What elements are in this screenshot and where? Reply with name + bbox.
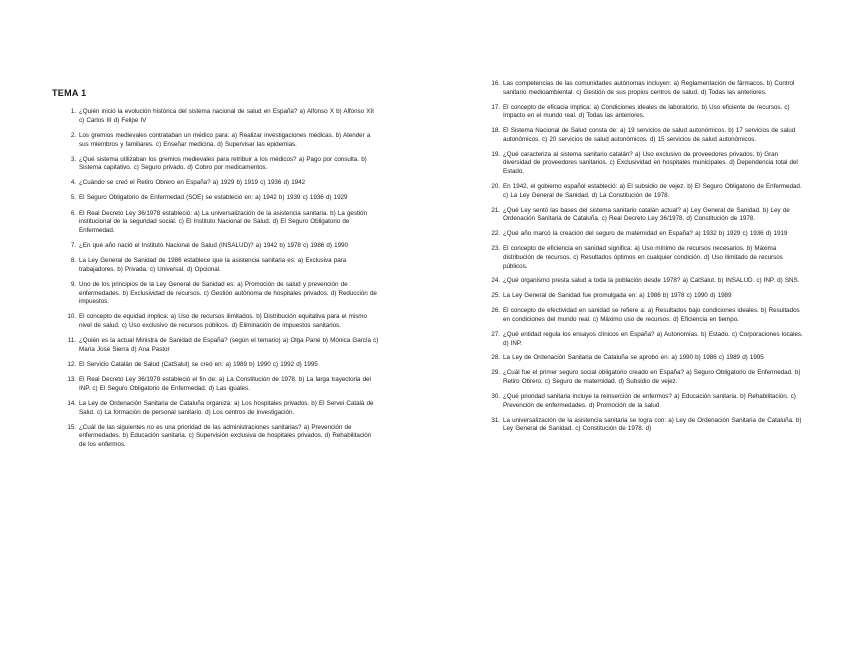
question-list-left [64,108,380,450]
question-item [488,277,804,286]
question-number: 14. [67,399,76,407]
question-number: 30. [491,392,500,400]
question-number: 13. [67,376,76,384]
question-text: La universalización de la asistencia sanitaria se logra con: a) Ley de Ordenación Sanitaria de Cataluña. b) Ley General de Sanidad. c) Constitución de 1978. d) [503,416,802,433]
question-item [64,400,380,417]
question-text: Los gremios medievales contrataban un médico para: a) Realizar investigaciones médicas. b) Atender a sus miembros y familiares. c) Enseñar medicina. d) Supervisar las epidemias. [79,131,371,148]
question-text: ¿Cuál de las siguientes no es una prioridad de las administraciones sanitarias? a) Prevención de enfermedades. b) Educación sanitaria. c) Supervisión exclusiva de hospitales privados. d) Rehabilitación de los enfermos. [79,423,372,449]
question-text: El Sistema Nacional de Salud consta de: a) 19 servicios de salud autonómicos. b) 17 servicios de salud autonómicos. c) 20 servicios de salud autonómicos. d) 15 servicios de salud autonómicos. [503,127,796,143]
question-item [488,292,804,301]
question-text: En 1942, el gobierno español estableció: a) El subsidio de vejez. b) El Seguro Obligatorio de Enfermedad. c) La Ley General de Sanidad. d) La Constitución de 1978. [503,183,802,199]
question-text: ¿Cuándo se creó el Retiro Obrero en España? a) 1929 b) 1919 c) 1936 d) 1942 [79,179,306,187]
question-number: 26. [491,307,500,315]
question-text: ¿Qué sistema utilizaban los gremios medievales para retribuir a los médicos? a) Pago por consulta. b) Sistema capitativo. c) Seguro privado. d) Cobro por medicamentos. [79,155,367,172]
question-item [64,424,380,450]
question-item [64,281,380,307]
question-item [488,127,804,144]
right-column [488,80,804,440]
question-number: 21. [491,206,500,214]
question-item [64,313,380,330]
question-text: El concepto de eficiencia en sanidad significa: a) Uso mínimo de recursos necesarios. b) Máxima distribución de recursos. c) Resultados óptimos en cualquier condición. d) Uso ilimitado de recursos públicos. [503,245,783,270]
question-item [488,104,804,121]
question-text: Las competencias de las comunidades autónomas incluyen: a) Reglamentación de fármacos. b) Control sanitario medioambiental. c) Gestión de sus propios centros de salud. d) Todas las anteriores. [503,80,795,96]
question-number: 9. [70,280,76,288]
question-text: El concepto de equidad implica: a) Uso de recursos ilimitados. b) Distribución equitativa para el mismo nivel de salud. c) Uso exclusivo de recursos públicos. d) Eliminación de impuestos sanitarios. [79,313,367,330]
question-number: 27. [491,330,500,338]
question-number: 3. [70,155,76,163]
question-text: La Ley de Ordenación Sanitaria de Cataluña se aprobó en: a) 1990 b) 1986 c) 1989 d) 1995 [503,354,764,362]
question-number: 7. [70,242,76,250]
question-item [488,369,804,386]
question-text: ¿Qué prioridad sanitaria incluye la reinserción de enfermos? a) Educación sanitaria. b) Rehabilitación. c) Prevención de enfermedades. d) Promoción de la salud. [503,392,796,409]
question-text: La Ley General de Sanidad fue promulgada en: a) 1986 b) 1978 c) 1990 d) 1989 [503,292,732,300]
left-column [64,108,380,456]
question-text: ¿Qué año marcó la creación del seguro de maternidad en España? a) 1932 b) 1929 c) 1936 d) 1919 [503,230,788,238]
question-list-right [488,80,804,434]
page-title: TEMA 1 [52,88,87,98]
question-text: ¿Qué entidad regula los ensayos clínicos en España? a) Autonomías. b) Estado. c) Corporaciones locales. d) INP. [503,330,803,347]
question-text: La Ley de Ordenación Sanitaria de Cataluña organiza: a) Los hospitales privados. b) El Servei Català de Salut. c) La formación de personal sanitario. d) Los centros de investigación. [79,399,374,416]
question-number: 15. [67,423,76,431]
question-text: El Real Decreto Ley 36/1978 estableció el fin de: a) La Constitución de 1978. b) La larga trayectoria del INP. c) El Seguro Obligatorio de Enfermedad. d) Las iguales. [79,376,371,392]
question-number: 17. [491,103,500,111]
question-item [64,108,380,125]
question-number: 2. [70,131,76,139]
question-number: 11. [67,337,76,345]
question-item [64,156,380,173]
question-text: El Seguro Obligatorio de Enfermedad (SOE) se estableció en: a) 1942 b) 1939 c) 1936 d) 1929 [79,194,348,202]
question-item [488,183,804,200]
question-number: 29. [491,369,500,377]
question-item [64,132,380,149]
question-number: 1. [70,108,76,115]
question-text: ¿Qué organismo presta salud a toda la población desde 1978? a) CatSalut. b) INSALUD. c) INP. d) SNS. [503,277,800,285]
question-text: El Servicio Catalán de Salud (CatSalut) se creó en: a) 1989 b) 1990 c) 1992 d) 1995 [79,361,318,369]
question-item [64,337,380,354]
question-text: ¿Cuál fue el primer seguro social obligatorio creado en España? a) Seguro Obligatorio de Enfermedad. b) Retiro Obrero. c) Seguro de maternidad. d) Subsidio de vejez. [503,369,801,386]
question-item [488,307,804,324]
question-number: 8. [70,257,76,265]
question-text: La Ley General de Sanidad de 1986 establece que la asistencia sanitaria es: a) Exclusiva para trabajadores. b) Privada. c) Universal. d) Opcional. [79,257,347,273]
question-number: 10. [67,313,76,321]
question-item [488,417,804,434]
question-number: 24. [491,277,500,285]
question-item [488,230,804,239]
question-item [64,257,380,274]
question-text: El Real Decreto Ley 36/1978 estableció: a) La universalización de la asistencia sanitaria. b) La gestión institucional de la seguridad social. c) El Instituto Nacional de Salud. d) El Seguro Obligatorio de Enfermedad. [79,209,367,234]
question-number: 4. [70,179,76,187]
question-text: ¿En qué año nació el Instituto Nacional de Salud (INSALUD)? a) 1942 b) 1978 c) 1986 d) 1990 [79,242,348,250]
question-number: 25. [491,292,500,300]
question-number: 12. [67,361,76,369]
question-item [64,210,380,236]
question-number: 6. [70,209,76,217]
question-number: 16. [491,80,500,87]
question-number: 18. [491,127,500,135]
question-item [488,393,804,410]
question-number: 20. [491,183,500,191]
question-text: ¿Quién inició la evolución histórica del sistema nacional de salud en España? a) Alfonso X b) Alfonso XII c) Carlos III d) Felipe IV [79,108,374,124]
question-item [64,179,380,188]
question-item [64,361,380,370]
question-number: 22. [491,230,500,238]
question-item [488,80,804,97]
question-number: 5. [70,194,76,202]
question-number: 23. [491,245,500,253]
question-number: 28. [491,354,500,362]
question-number: 31. [491,416,500,424]
question-item [64,242,380,251]
question-text: El concepto de efectividad en sanidad se refiere a: a) Resultados bajo condiciones ideales. b) Resultados en condiciones del mundo real. c) Máximo uso de recursos. d) Eficiencia en tiempo. [503,307,800,323]
question-text: Uno de los principios de la Ley General de Sanidad es: a) Promoción de salud y prevención de enfermedades. b) Exclusividad de recursos. c) Gestión autónoma de hospitales privados. d) Reducción de impuestos. [79,280,377,306]
question-item [64,194,380,203]
question-text: ¿Qué caracteriza al sistema sanitario catalán? a) Uso exclusivo de proveedores privados. b) Gran diversidad de proveedores sanitarios. c) Exclusividad en hospitales municipales. d) Dependencia total del Estado. [503,150,798,176]
question-item [64,376,380,393]
question-item [488,354,804,363]
question-text: El concepto de eficacia implica: a) Condiciones ideales de laboratorio. b) Uso eficiente de recursos. c) Impacto en el mundo real. d) Todas las anteriores. [503,103,790,120]
question-number: 19. [491,150,500,158]
question-item [488,331,804,348]
question-item [488,207,804,224]
question-text: ¿Quién es la actual Ministra de Sanidad de España? (según el temario) a) Olga Pané b) Mónica García c) María José Sierra d) Ana Pastor [79,337,379,353]
question-item [488,245,804,271]
question-text: ¿Qué Ley sentó las bases del sistema sanitario catalán actual? a) Ley General de Sanidad. b) Ley de Ordenación Sanitaria de Cataluña. c) Real Decreto Ley 36/1978. d) Constitución de 1978. [503,206,790,223]
question-item [488,151,804,177]
